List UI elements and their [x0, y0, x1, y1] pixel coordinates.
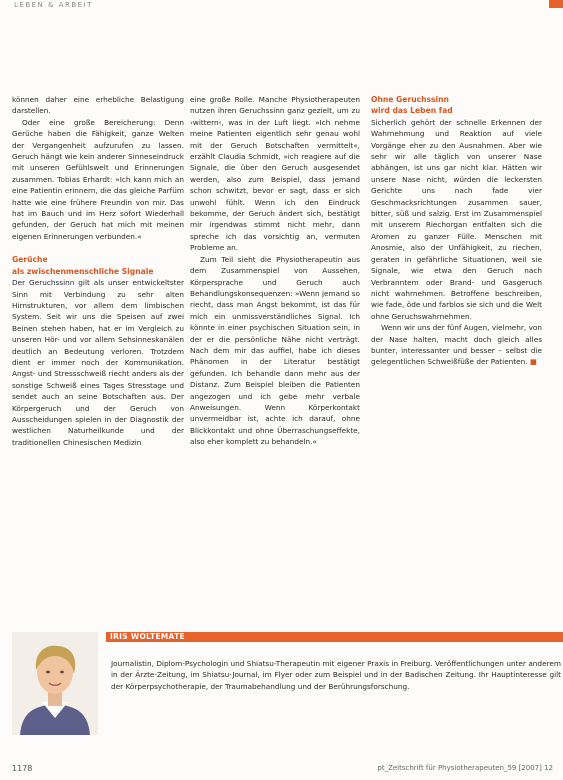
corner-accent-mark — [549, 0, 563, 8]
subheading-line: als zwischenmenschliche Signale — [12, 266, 154, 276]
author-description: Journalistin, Diplom-Psychologin und Shiatsu-Therapeutin mit eigener Praxis in Freiburg. Veröffentlichungen unter anderem in der Ärzte-Zeitung, im Shiatsu-Journal, im Flyer oder zum Beispiel und in der Badischen Zeitung. Ihr Hauptinteresse gilt der Körperpsychotherapie, der Traumabehandlung und der Berührungsforschung. — [111, 659, 561, 691]
paragraph: Oder eine große Bereicherung: Denn Gerüche haben die Fähigkeit, ganze Welten der Vergangenheit aufzurufen zu lassen. Geruch hängt wie kein anderer Sinneseindruck mit unseren Gefühlswelt und Erinnerungen zusammen. Tobias Erhardt: »Ich kann mich an eine Patientin erinnern, die das gleiche Parfüm hatte wie eine frühere Freundin von mir. Das hat im Bauch und im Herz sofort Wiederhall gefunden, der Geruch hat mich mit meinen eigenen Erinnerungen verbunden.« — [12, 117, 184, 241]
portrait-photo-icon — [12, 632, 98, 735]
page-number: 1178 — [12, 764, 33, 773]
paragraph: eine große Rolle. Manche Physiotherapeuten nutzen ihren Geruchssinn ganz gezielt, um zu ›wittern‹, was in der Luft liegt. »Ich nehme meine Patienten eigentlich sehr genau wohl mit der Geruch Botschaften vermittelt«, erzählt Claudia Schmidt, »ich reagiere auf die Signale, die über den Geruch ausgesendet werden, also zum Beispiel, dass jemand schon schwitzt, bevor er sagt, dass er sich unwohl fühlt. Wenn ich den Eindruck bekomme, der Geruch ändert sich, bestätigt mir irgendwas stimmt nicht mehr, dann spreche ich das vorsichtig an, vermuten Probleme an. — [190, 95, 360, 253]
text-column-3 — [371, 94, 542, 368]
paragraph: können daher eine erhebliche Belastigung darstellen. — [12, 95, 184, 116]
paragraph-text: Wenn wir uns der fünf Augen, vielmehr, von der Nase halten, macht doch gleich alles bunter, interessanter und besser – selbst die gelegentlichen Schweißfüße der Patienten. — [371, 323, 542, 367]
author-bio — [12, 632, 561, 742]
subheading-line: Ohne Geruchssinn — [371, 95, 449, 104]
paragraph: Sicherlich gehört der schnelle Erkennen der Wahrnehmung und Reaktion auf viele Vorgänge eher zu den Ausnahmen. Aber wie sehr wir alle täglich von unserer Nase abhängen, ist uns gar nicht klar. Hätten wir unsere Nase nicht, würden die leckersten Gerichte uns nach fade vier Geschmacksrichtungen zusammen sauer, bitter, süß und salzig. Erst im Zusammenspiel mit unserem Riechorgan entfalten sich die Aromen zu ganzer Fülle. Menschen mit Anosmie, also der Unfähigkeit, zu riechen, geraten in gefährliche Situationen, weil sie Signale, wie etwa den Geruch nach Verbranntem oder Brand- und Gasgeruch nicht wahrnehmen. Betroffene beschreiben, wie fade, öde und farblos sie sich und die Welt ohne Geruchswahrnehmen. — [371, 117, 542, 321]
author-name: IRIS WOLTEMATE — [110, 632, 185, 641]
paragraph: Zum Teil sieht die Physiotherapeutin aus dem Zusammenspiel von Aussehen, Körpersprache und Geruch auch Behandlungskonsequenzen: »Wenn jemand so riecht, dass man Angst bekommt, ist das für mich ein unmissverständliches Signal. Ich könnte in einer psychischen Situation sein, in der er die persönliche Nähe nicht verträgt. Nach dem mir das auffiel, habe ich dieses Phänomen in der Literatur bestätigt gefunden. Ich behandle dann mehr aus der Distanz. Zum Beispiel bleiben die Patienten angezogen und ich gebe mehr verbale Anweisungen. Wenn Körperkontakt unvermeidbar ist, achte ich darauf, ohne Blickkontakt und ohne Überraschungseffekte, also eher komplett zu behandeln.« — [190, 254, 360, 447]
subheading-line: wird das Leben fad — [371, 106, 453, 116]
section-tag: LEBEN & ARBEIT — [14, 1, 93, 9]
paragraph: Der Geruchssinn gilt als unser entwickeltster Sinn mit Verbindung zu sehr alten Hirnstrukturen, vor allem dem limbischen System. Seit wir uns die Speisen auf zwei Beinen stehen haben, hat er im Vergleich zu unseren Hör- und vor allem Sehsinneskanälen deutlich an Bedeutung verloren. Trotzdem dient er immer noch der Kommunikation. Angst- und Stressschweiß riecht anders als der sonstige Schweiß eines Tages Stresstage und sendet auch an seine Botschaften aus. Der Körpergeruch und der Geruch von Ausscheidungen spielen in der Diagnostik der westlichen Naturheilkunde und der traditionellen Chinesischen Medizin — [12, 278, 184, 447]
subheading-line: Gerüche — [12, 255, 48, 265]
text-column-1 — [12, 94, 184, 448]
journal-citation: pt_Zeitschrift für Physiotherapeuten_59 [2007] 12 — [377, 764, 553, 772]
paragraph — [371, 322, 542, 368]
end-of-article-icon: ■ — [529, 357, 537, 367]
text-column-2 — [190, 94, 360, 448]
